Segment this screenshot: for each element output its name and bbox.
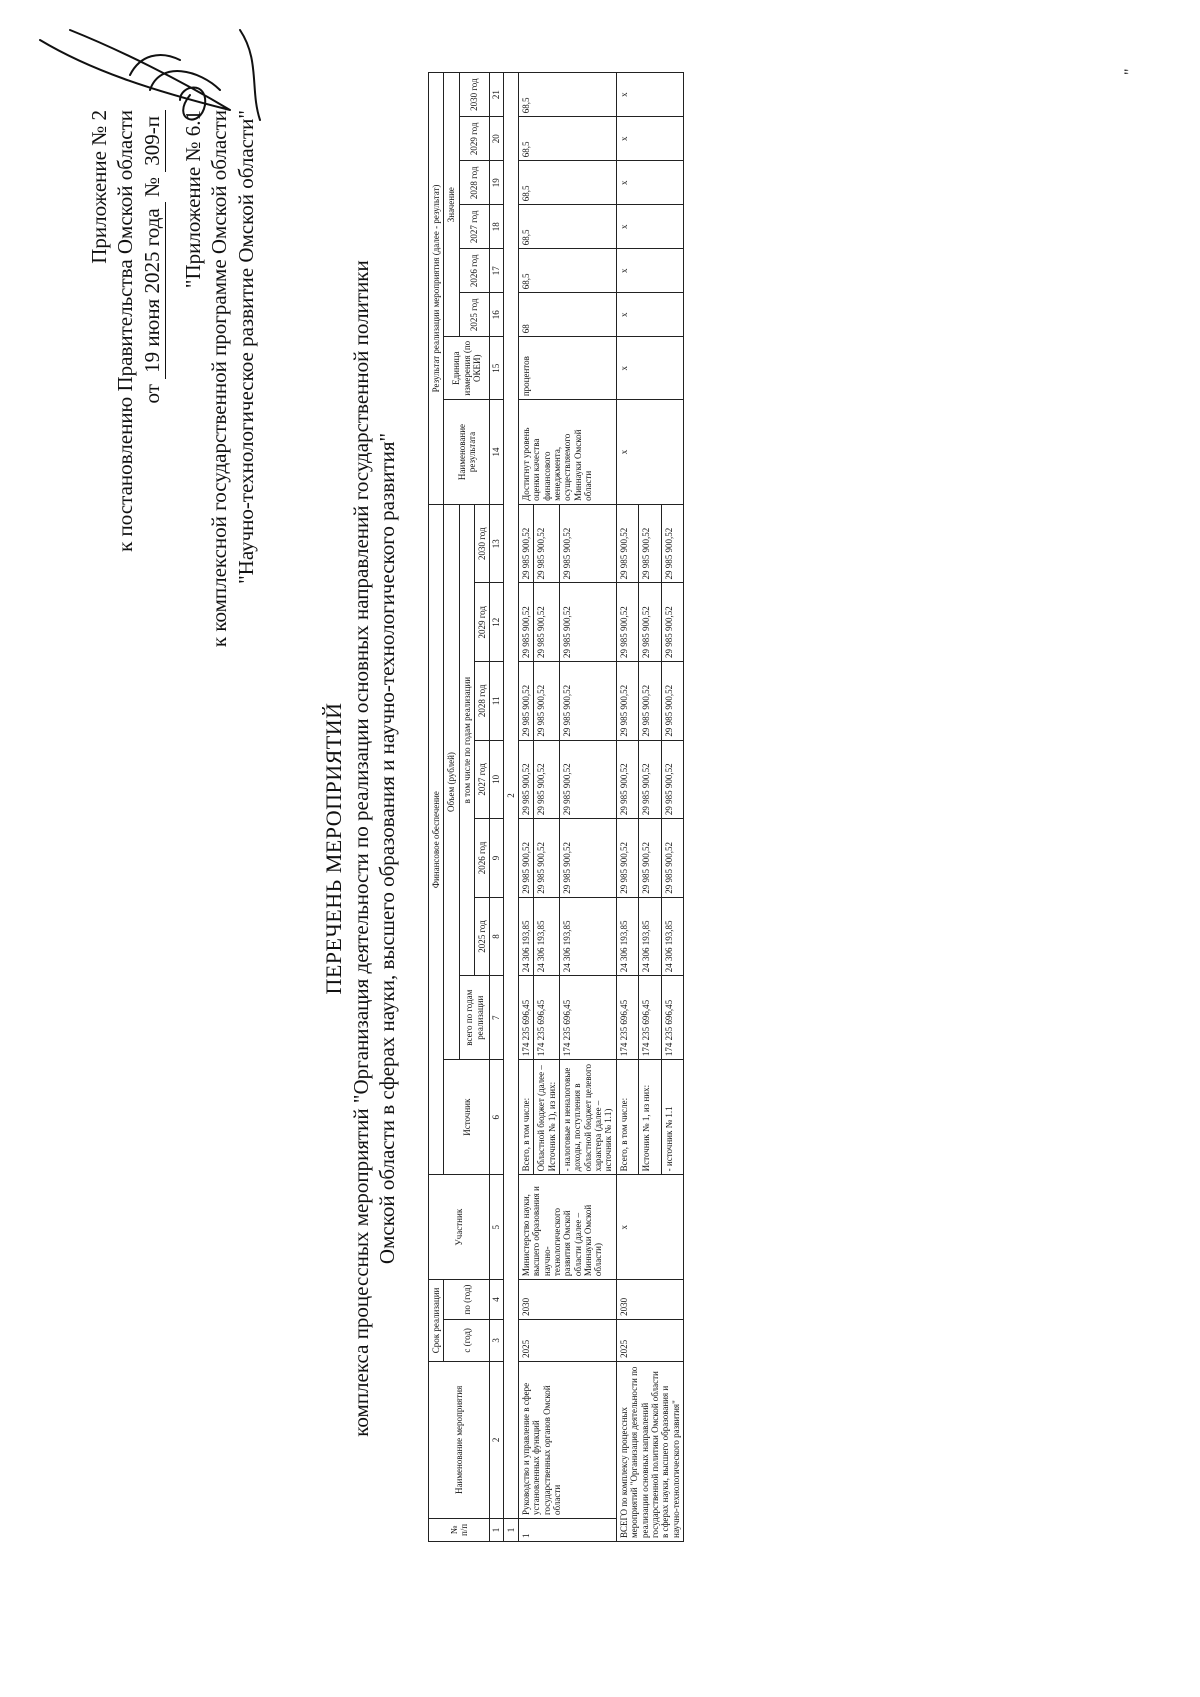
term-from: 2025 bbox=[519, 1319, 617, 1361]
source-year-2028: 29 985 900,52 bbox=[639, 662, 661, 741]
source-total: 174 235 696,45 bbox=[661, 976, 683, 1060]
resolution-appendix-header bbox=[86, 110, 166, 552]
source-year-2027: 29 985 900,52 bbox=[661, 740, 683, 819]
source-year-2030: 29 985 900,52 bbox=[519, 504, 534, 583]
program-appendix-ref: к комплексной государственной программе Омской области bbox=[207, 110, 232, 648]
handwritten-signature bbox=[30, 0, 330, 150]
table-row bbox=[616, 73, 638, 1542]
header-unit: Единица измерения (по ОКЕИ) bbox=[444, 337, 490, 400]
header-source: Источник bbox=[444, 1060, 490, 1175]
column-number: 19 bbox=[490, 161, 503, 205]
appendix-date-line bbox=[139, 110, 166, 552]
column-number: 7 bbox=[490, 976, 503, 1060]
column-number: 2 bbox=[490, 1361, 503, 1518]
total-result-name: x bbox=[616, 400, 683, 505]
header-total: всего по годам реализации bbox=[459, 976, 490, 1060]
total-result-unit: x bbox=[616, 337, 683, 400]
column-number: 11 bbox=[490, 662, 503, 741]
source-year-2027: 29 985 900,52 bbox=[639, 740, 661, 819]
column-number: 21 bbox=[490, 73, 503, 117]
source-year-2028: 29 985 900,52 bbox=[616, 662, 638, 741]
column-number: 6 bbox=[490, 1060, 503, 1175]
result-value-2025: 68 bbox=[519, 293, 617, 337]
header-year-2025: 2025 год bbox=[475, 897, 490, 976]
source-year-2025: 24 306 193,85 bbox=[639, 897, 661, 976]
result-value-2027: 68,5 bbox=[519, 205, 617, 249]
source-year-2029: 29 985 900,52 bbox=[639, 583, 661, 662]
source-year-2027: 29 985 900,52 bbox=[616, 740, 638, 819]
number-prefix: № bbox=[139, 176, 164, 198]
header-num: № п/п bbox=[429, 1518, 490, 1541]
source-total: 174 235 696,45 bbox=[639, 976, 661, 1060]
source-year-2029: 29 985 900,52 bbox=[661, 583, 683, 662]
source-year-2025: 24 306 193,85 bbox=[560, 897, 617, 976]
program-appendix-header bbox=[180, 110, 259, 647]
source-year-2029: 29 985 900,52 bbox=[616, 583, 638, 662]
header-volume: Объем (рублей) bbox=[444, 504, 459, 1059]
source-year-2027: 29 985 900,52 bbox=[560, 740, 617, 819]
resolution-date: 19 июня 2025 года bbox=[139, 202, 166, 379]
source-label: - налоговые и неналоговые доходы, поступления в областной бюджет целевого характера (далее – источник № 1.1) bbox=[560, 1060, 617, 1175]
header-from: с (год) bbox=[444, 1319, 490, 1361]
source-year-2030: 29 985 900,52 bbox=[616, 504, 638, 583]
source-year-2029: 29 985 900,52 bbox=[519, 583, 534, 662]
total-value-2026: x bbox=[616, 249, 683, 293]
total-value-2028: x bbox=[616, 161, 683, 205]
date-prefix: от bbox=[139, 384, 164, 404]
column-number: 3 bbox=[490, 1319, 503, 1361]
measures-table bbox=[428, 72, 684, 1542]
total-participant: x bbox=[616, 1175, 683, 1280]
total-value-2027: x bbox=[616, 205, 683, 249]
column-number: 9 bbox=[490, 819, 503, 898]
header-year-2029: 2029 год bbox=[475, 583, 490, 662]
column-number: 13 bbox=[490, 504, 503, 583]
source-total: 174 235 696,45 bbox=[616, 976, 638, 1060]
header-result: Результат реализации мероприятия (далее - результат) bbox=[429, 73, 444, 505]
header-name: Наименование мероприятия bbox=[429, 1361, 490, 1518]
resolution-number: 309-п bbox=[139, 110, 166, 172]
source-year-2028: 29 985 900,52 bbox=[534, 662, 560, 741]
source-year-2030: 29 985 900,52 bbox=[639, 504, 661, 583]
source-year-2026: 29 985 900,52 bbox=[616, 819, 638, 898]
source-year-2026: 29 985 900,52 bbox=[639, 819, 661, 898]
total-name: ВСЕГО по комплексу процессных мероприятий "Организация деятельности по реализации основных направлений государственной политики Омской области в сферах науки, высшего образования и научно-технологического развития" bbox=[616, 1361, 683, 1541]
closing-quote-mark: " bbox=[1122, 68, 1139, 75]
source-year-2025: 24 306 193,85 bbox=[534, 897, 560, 976]
source-year-2030: 29 985 900,52 bbox=[661, 504, 683, 583]
source-label: Всего, в том числе: bbox=[519, 1060, 534, 1175]
column-number: 18 bbox=[490, 205, 503, 249]
total-term-from: 2025 bbox=[616, 1319, 683, 1361]
source-total: 174 235 696,45 bbox=[560, 976, 617, 1060]
document-title bbox=[320, 0, 400, 1697]
result-value-2029: 68,5 bbox=[519, 117, 617, 161]
source-total: 174 235 696,45 bbox=[519, 976, 534, 1060]
source-year-2028: 29 985 900,52 bbox=[560, 662, 617, 741]
section-row bbox=[503, 73, 518, 1542]
title-line-3: Омской области в сферах науки, высшего образования и научно-технологического развития" bbox=[374, 432, 399, 1265]
total-term-to: 2030 bbox=[616, 1280, 683, 1320]
title-line-1: ПЕРЕЧЕНЬ МЕРОПРИЯТИЙ bbox=[321, 702, 346, 995]
source-label: Всего, в том числе: bbox=[616, 1060, 638, 1175]
source-year-2026: 29 985 900,52 bbox=[534, 819, 560, 898]
row-num: 1 bbox=[519, 1518, 617, 1541]
column-number: 16 bbox=[490, 293, 503, 337]
source-year-2025: 24 306 193,85 bbox=[661, 897, 683, 976]
header-by-years: в том числе по годам реализации bbox=[459, 504, 474, 975]
column-number: 8 bbox=[490, 897, 503, 976]
header-value-2027: 2027 год bbox=[459, 205, 490, 249]
section-label: 2 bbox=[503, 73, 518, 1519]
source-year-2029: 29 985 900,52 bbox=[534, 583, 560, 662]
source-year-2026: 29 985 900,52 bbox=[519, 819, 534, 898]
source-year-2027: 29 985 900,52 bbox=[534, 740, 560, 819]
column-number: 15 bbox=[490, 337, 503, 400]
header-finance: Финансовое обеспечение bbox=[429, 504, 444, 1174]
total-value-2025: x bbox=[616, 293, 683, 337]
column-number: 10 bbox=[490, 740, 503, 819]
total-value-2029: x bbox=[616, 117, 683, 161]
header-term: Срок реализации bbox=[429, 1280, 444, 1362]
header-to: по (год) bbox=[444, 1280, 490, 1320]
measure-name: Руководство и управление в сфере установленных функций государственных органов Омской области bbox=[519, 1361, 617, 1518]
header-year-2026: 2026 год bbox=[475, 819, 490, 898]
source-year-2026: 29 985 900,52 bbox=[560, 819, 617, 898]
result-value-2026: 68,5 bbox=[519, 249, 617, 293]
source-year-2026: 29 985 900,52 bbox=[661, 819, 683, 898]
result-value-2028: 68,5 bbox=[519, 161, 617, 205]
header-value: Значение bbox=[444, 73, 459, 337]
result-value-2030: 68,5 bbox=[519, 73, 617, 117]
header-value-2029: 2029 год bbox=[459, 117, 490, 161]
source-year-2025: 24 306 193,85 bbox=[519, 897, 534, 976]
program-appendix-number: "Приложение № 6.1 bbox=[181, 110, 205, 289]
appendix-resolution-ref: к постановлению Правительства Омской области bbox=[113, 110, 138, 552]
section-num: 1 bbox=[503, 1518, 518, 1541]
header-value-2030: 2030 год bbox=[459, 73, 490, 117]
source-year-2027: 29 985 900,52 bbox=[519, 740, 534, 819]
source-year-2028: 29 985 900,52 bbox=[661, 662, 683, 741]
source-year-2029: 29 985 900,52 bbox=[560, 583, 617, 662]
header-year-2027: 2027 год bbox=[475, 740, 490, 819]
header-value-2025: 2025 год bbox=[459, 293, 490, 337]
column-numbers-row bbox=[490, 73, 503, 1542]
result-unit: процентов bbox=[519, 337, 617, 400]
column-number: 17 bbox=[490, 249, 503, 293]
source-total: 174 235 696,45 bbox=[534, 976, 560, 1060]
source-label: - источник № 1.1 bbox=[661, 1060, 683, 1175]
column-number: 5 bbox=[490, 1175, 503, 1280]
column-number: 14 bbox=[490, 400, 503, 505]
measures-table-wrapper bbox=[428, 72, 684, 1542]
header-result-name: Наименование результата bbox=[444, 400, 490, 505]
column-number: 1 bbox=[490, 1518, 503, 1541]
column-number: 12 bbox=[490, 583, 503, 662]
result-name: Достигнут уровень оценки качества финансового менеджмента, осуществляемого Миннауки Омской области bbox=[519, 400, 617, 505]
source-year-2030: 29 985 900,52 bbox=[560, 504, 617, 583]
participant: Министерство науки, высшего образования и научно-технологического развития Омской области (далее – Миннауки Омской области) bbox=[519, 1175, 617, 1280]
program-appendix-name: "Научно-технологическое развитие Омской области" bbox=[233, 110, 258, 584]
source-year-2025: 24 306 193,85 bbox=[616, 897, 638, 976]
table-row bbox=[519, 73, 534, 1542]
total-value-2030: x bbox=[616, 73, 683, 117]
header-value-2026: 2026 год bbox=[459, 249, 490, 293]
column-number: 4 bbox=[490, 1280, 503, 1320]
header-year-2028: 2028 год bbox=[475, 662, 490, 741]
source-label: Источник № 1, из них: bbox=[639, 1060, 661, 1175]
source-year-2028: 29 985 900,52 bbox=[519, 662, 534, 741]
title-line-2: комплекса процессных мероприятий "Организация деятельности по реализации основных направлений государственной политики bbox=[348, 260, 373, 1437]
source-label: Областной бюджет (далее – Источник № 1), из них: bbox=[534, 1060, 560, 1175]
column-number: 20 bbox=[490, 117, 503, 161]
source-year-2030: 29 985 900,52 bbox=[534, 504, 560, 583]
header-participant: Участник bbox=[429, 1175, 490, 1280]
term-to: 2030 bbox=[519, 1280, 617, 1320]
header-value-2028: 2028 год bbox=[459, 161, 490, 205]
header-year-2030: 2030 год bbox=[475, 504, 490, 583]
appendix-number: Приложение № 2 bbox=[87, 110, 111, 264]
